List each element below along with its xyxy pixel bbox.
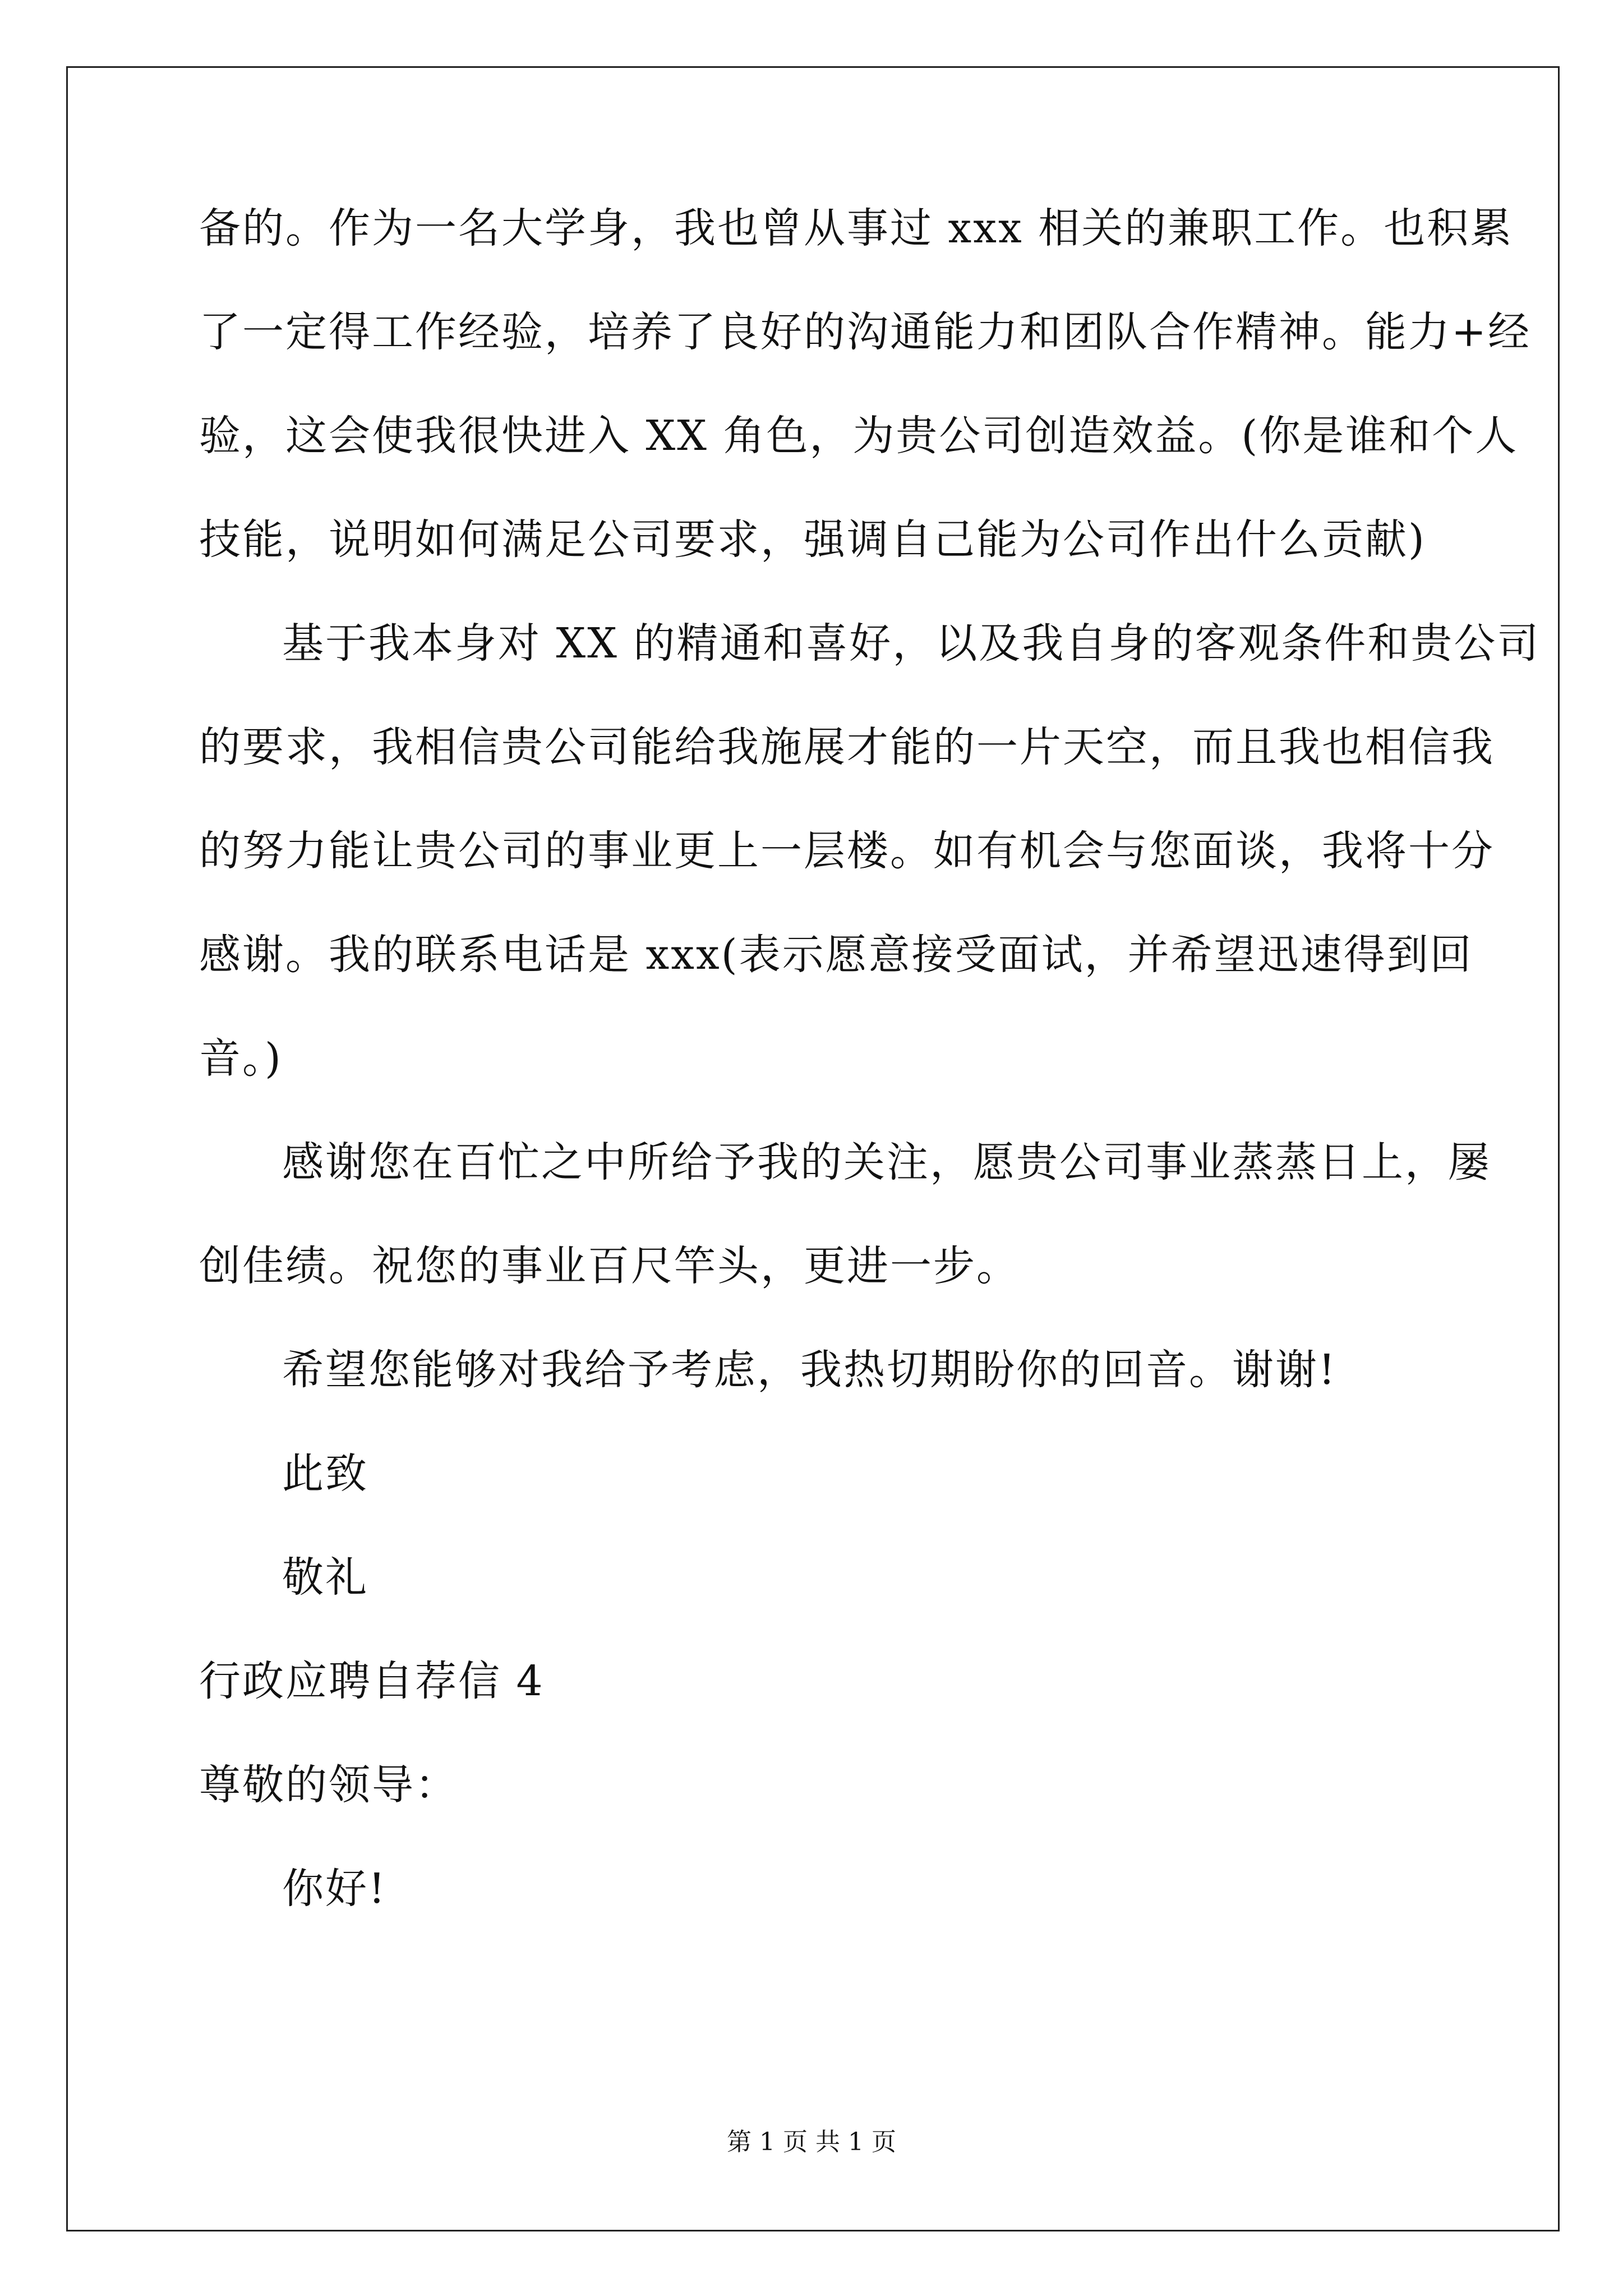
greeting-recipient: 尊敬的领导： — [199, 1761, 458, 1809]
paragraph-line: 技能，说明如何满足公司要求，强调自己能为公司作出什么贡献) — [199, 516, 1426, 564]
paragraph-line: 的努力能让贵公司的事业更上一层楼。如有机会与您面谈，我将十分 — [199, 827, 1495, 875]
paragraph-line: 感谢。我的联系电话是 xxx(表示愿意接受面试，并希望迅速得到回 — [199, 931, 1473, 979]
paragraph-line: 备的。作为一名大学身，我也曾从事过 xxx 相关的兼职工作。也积累 — [199, 204, 1514, 252]
paragraph-line: 希望您能够对我给予考虑，我热切期盼你的回音。谢谢! — [282, 1346, 1337, 1394]
page-number-footer: 第 1 页 共 1 页 — [727, 2128, 896, 2156]
closing-salutation: 此致 — [282, 1450, 368, 1498]
greeting: 你好! — [282, 1865, 387, 1913]
paragraph-line: 音。) — [199, 1034, 283, 1083]
paragraph-line: 的要求，我相信贵公司能给我施展才能的一片天空，而且我也相信我 — [199, 723, 1495, 771]
paragraph-line: 基于我本身对 XX 的精通和喜好，以及我自身的客观条件和贵公司 — [282, 619, 1541, 668]
paragraph-line: 感谢您在百忙之中所给予我的关注，愿贵公司事业蒸蒸日上，屡 — [282, 1138, 1491, 1186]
paragraph-line: 验，这会使我很快进入 XX 角色，为贵公司创造效益。(你是谁和个人 — [199, 412, 1519, 460]
closing-regards: 敬礼 — [282, 1553, 368, 1602]
section-heading: 行政应聘自荐信 4 — [199, 1657, 545, 1705]
paragraph-line: 创佳绩。祝您的事业百尺竿头，更进一步。 — [199, 1242, 1020, 1290]
paragraph-line: 了一定得工作经验，培养了良好的沟通能力和团队合作精神。能力+经 — [199, 308, 1532, 356]
